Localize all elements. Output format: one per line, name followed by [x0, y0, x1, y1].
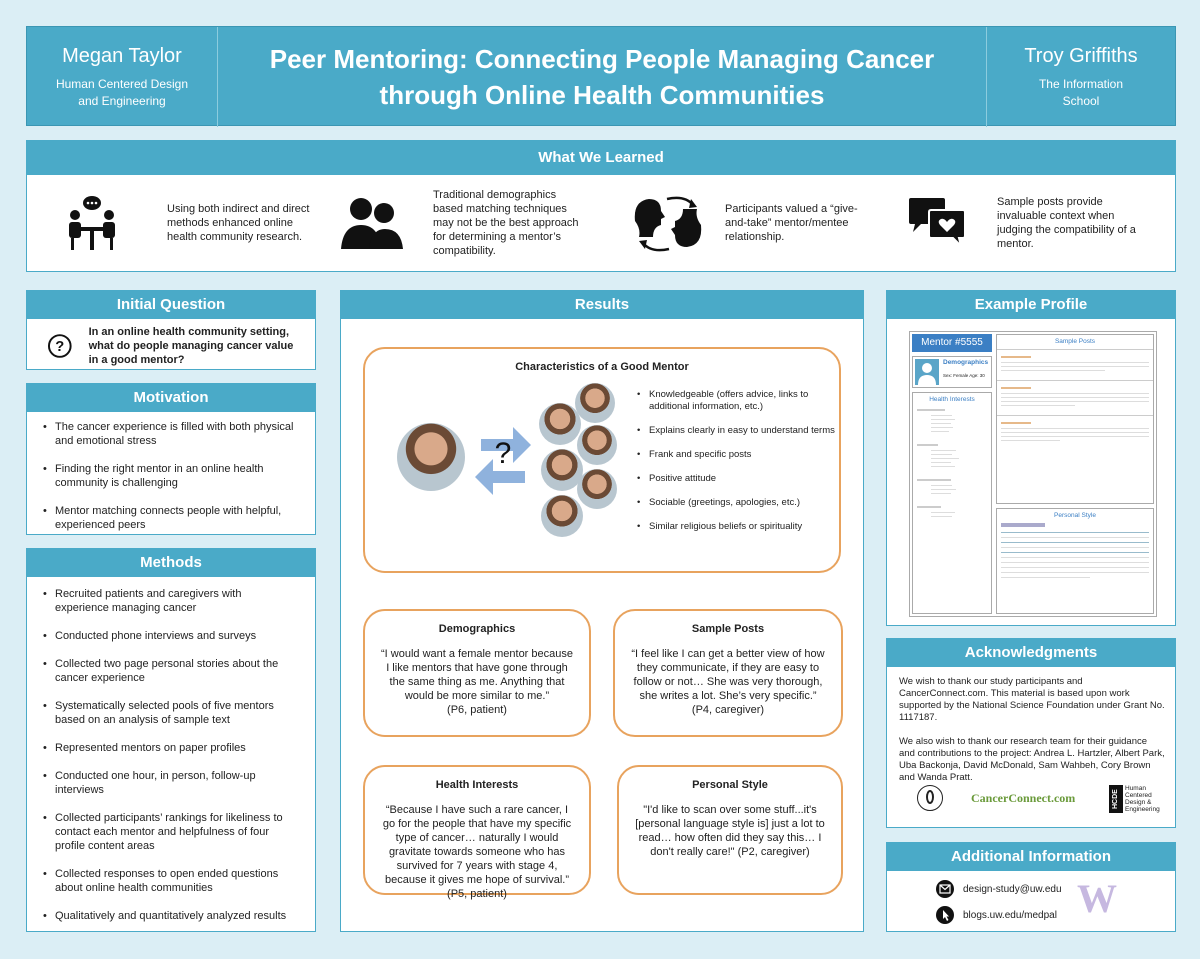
characteristic-text: Positive attitude — [649, 473, 717, 484]
health-interests-list — [917, 409, 987, 517]
methods-item: • Collected responses to open ended questions about online health communities — [27, 867, 293, 895]
characteristic-text: Frank and specific posts — [649, 449, 752, 460]
poster-title — [217, 27, 987, 127]
methods-section — [26, 548, 316, 932]
exchange-heads-icon — [631, 191, 705, 255]
motivation-heading: Motivation — [27, 384, 315, 412]
characteristics-box — [363, 347, 841, 573]
hcde-logo-text — [1125, 785, 1160, 813]
cancerconnect-logo: CancerConnect.com — [971, 791, 1076, 805]
question-circle-icon — [47, 333, 73, 359]
learned-item-3 — [631, 181, 901, 265]
quote-text: “Because I have such a rare cancer, I go for the people that have my specific type of cancer… naturally I would gravitate towards someone who has survived for 7 years with stage 4, because it gives me hope of survival.” (P5, patient) — [382, 804, 572, 900]
right-author — [987, 27, 1175, 127]
quote-title: Sample Posts — [691, 623, 765, 635]
acknowledgments-paragraph-1: We wish to thank our study participants and CancerConnect.com. This material is based upon work supported by the National Science Foundation under Grant No. 1117187. — [899, 676, 1165, 723]
avatar-icon — [915, 359, 939, 385]
email-icon — [935, 879, 955, 899]
methods-item: • Qualitatively and quantitatively analyzed results — [27, 909, 293, 923]
additional-info-heading: Additional Information — [887, 843, 1175, 871]
profile-sample-posts — [996, 334, 1154, 504]
characteristic-text: Similar religious beliefs or spirituality — [649, 521, 803, 532]
acknowledgments-body — [887, 667, 1175, 784]
left-author-affiliation — [27, 76, 217, 110]
title-bar — [26, 26, 1176, 126]
initial-question-body — [27, 319, 315, 367]
profile-mentor-label: Mentor #5555 — [912, 334, 992, 352]
hcde-line: Human — [1125, 785, 1146, 792]
quote-text: “I feel like I can get a better view of how they communicate, if they are easy to follow or not… She was very thorough, she writes a lot. She’s very specific.” — [631, 648, 825, 702]
left-affiliation-line-1: Human Centered Design — [55, 77, 189, 91]
characteristic-text: Sociable (greetings, apologies, etc.) — [649, 497, 801, 508]
blog-link[interactable]: blogs.uw.edu/medpal — [963, 909, 1057, 921]
characteristic-text: Knowledgeable (offers advice, links to additional information, etc.) — [649, 389, 809, 412]
email-row — [935, 879, 1062, 899]
sample-post — [997, 415, 1153, 450]
quote-box-demographics — [363, 609, 591, 737]
match-question-mark: ? — [494, 437, 512, 470]
hcde-logo-mark: HCDE — [1109, 785, 1123, 813]
characteristic-item: • Sociable (greetings, apologies, etc.) — [637, 497, 801, 508]
methods-item: • Systematically selected pools of five mentors based on an analysis of sample text — [27, 699, 293, 727]
what-we-learned-section — [26, 140, 1176, 272]
quote-text: “I would want a female mentor because I like mentors that have gone through the same thing as me. Anything that would be more similar to me.” — [381, 648, 573, 702]
sample-posts-label: Sample Posts — [1054, 338, 1096, 345]
what-we-learned-heading: What We Learned — [27, 141, 1175, 175]
learned-item-4 — [907, 181, 1172, 265]
people-icon — [339, 195, 405, 251]
sample-post — [997, 380, 1153, 415]
hcde-line: Centered — [1125, 792, 1152, 799]
demographics-label: Demographics — [943, 359, 989, 366]
learned-text-3: Participants valued a “give-and-take” mentor/mentee relationship. — [725, 203, 858, 243]
quote-source: (P6, patient) — [447, 704, 507, 716]
methods-item: • Represented mentors on paper profiles — [27, 741, 293, 755]
profile-card — [909, 331, 1157, 617]
acknowledgments-heading: Acknowledgments — [887, 639, 1175, 667]
right-author-name: Troy Griffiths — [1024, 45, 1138, 67]
right-author-affiliation — [987, 76, 1175, 110]
initial-question-text: In an online health community setting, what do people managing cancer value in a good mentor? — [88, 326, 294, 366]
profile-health-interests — [912, 392, 992, 614]
motivation-list — [27, 412, 315, 532]
mentor-photo — [577, 425, 617, 465]
quote-box-personal-style — [617, 765, 843, 895]
interview-icon — [65, 193, 119, 253]
motivation-item: • Finding the right mentor in an online health community is challenging — [27, 462, 295, 490]
quote-title: Health Interests — [435, 779, 519, 791]
quote-box-sample-posts — [613, 609, 843, 737]
learned-item-2 — [339, 181, 619, 265]
characteristic-item: • Similar religious beliefs or spirituality — [637, 521, 803, 532]
characteristic-item: • Explains clearly in easy to understand terms — [637, 425, 835, 436]
hcde-line: Design & — [1125, 799, 1152, 806]
mentor-photo — [539, 403, 581, 445]
left-author-name: Megan Taylor — [62, 45, 182, 67]
quote-box-health-interests — [363, 765, 591, 900]
learned-text-1: Using both indirect and direct methods enhanced online health community research. — [167, 203, 310, 243]
methods-heading: Methods — [27, 549, 315, 577]
sample-post — [997, 349, 1153, 380]
methods-item: • Conducted phone interviews and surveys — [27, 629, 293, 643]
learned-text-4: Sample posts provide invaluable context when judging the compatibility of a mentor. — [997, 196, 1136, 250]
methods-item: • Conducted one hour, in person, follow-up interviews — [27, 769, 293, 797]
poster-title-line-1: Peer Mentoring: Connecting People Managing Cancer — [269, 44, 935, 74]
example-profile-section — [886, 290, 1176, 626]
svg-text:?: ? — [55, 338, 65, 355]
initial-question-section — [26, 290, 316, 370]
characteristic-text: Explains clearly in easy to understand terms — [649, 425, 835, 436]
motivation-section — [26, 383, 316, 535]
left-affiliation-line-2: and Engineering — [78, 94, 166, 108]
methods-list — [27, 577, 315, 923]
mentor-photo — [541, 495, 583, 537]
blog-row — [935, 905, 1057, 925]
characteristics-title: Characteristics of a Good Mentor — [515, 361, 689, 373]
health-interests-label: Health Interests — [929, 396, 975, 403]
methods-item: • Collected two page personal stories about the cancer experience — [27, 657, 293, 685]
chat-heart-icon — [907, 196, 967, 250]
profile-personal-style — [996, 508, 1154, 614]
methods-item: • Recruited patients and caregivers with experience managing cancer — [27, 587, 293, 615]
email-link[interactable]: design-study@uw.edu — [963, 883, 1062, 895]
characteristic-item: • Frank and specific posts — [637, 449, 752, 460]
acknowledgments-section — [886, 638, 1176, 828]
initial-question-heading: Initial Question — [27, 291, 315, 319]
motivation-item: • Mentor matching connects people with helpful, experienced peers — [27, 504, 295, 532]
results-section — [340, 290, 864, 932]
profile-demographics — [912, 356, 992, 388]
example-profile-heading: Example Profile — [887, 291, 1175, 319]
mentor-photo — [577, 469, 617, 509]
quote-source: (P4, caregiver) — [691, 704, 765, 716]
demographics-values: Sex: Female Age: 30 — [943, 373, 985, 378]
results-heading: Results — [341, 291, 863, 319]
acknowledgments-paragraph-2: We also wish to thank our research team for their guidance and contributions to the project: Andrea L. Hartzler, Albert Park, Uba Backonja, David McDonald, Sam Wahbeh, Cory Brown and Wanda Pratt. — [899, 736, 1165, 783]
learned-item-1 — [65, 181, 335, 265]
characteristics-list — [635, 389, 835, 545]
mentor-photo — [575, 383, 615, 423]
personal-style-lines — [997, 519, 1153, 586]
personal-style-label: Personal Style — [1054, 512, 1096, 519]
motivation-item: • The cancer experience is filled with both physical and emotional stress — [27, 420, 295, 448]
additional-info-section — [886, 842, 1176, 932]
quote-text: "I'd like to scan over some stuff...it's [personal language style is] just a lot to read… how often did they say this… I don't really care!" (P2, caregiver) — [635, 804, 825, 858]
right-affiliation-line-2: School — [1062, 94, 1100, 108]
hcde-line: Engineering — [1125, 806, 1160, 813]
quote-title: Personal Style — [692, 779, 768, 791]
left-author — [27, 27, 217, 127]
cursor-click-icon — [935, 905, 955, 925]
poster-title-line-2: through Online Health Communities — [379, 80, 825, 110]
ischool-logo — [917, 785, 943, 811]
uw-logo: W — [1077, 876, 1117, 921]
learned-text-2: Traditional demographics based matching techniques may not be the best approach for determining a mentor’s compatibility. — [433, 189, 579, 257]
mentee-photo — [397, 423, 465, 491]
characteristic-item: • Knowledgeable (offers advice, links to additional information, etc.) — [637, 389, 809, 412]
right-affiliation-line-1: The Information — [1038, 77, 1124, 91]
characteristic-item: • Positive attitude — [637, 473, 717, 484]
quote-title: Demographics — [438, 623, 516, 635]
methods-item: • Collected participants’ rankings for likeliness to contact each mentor and helpfulness of four profile content areas — [27, 811, 293, 853]
